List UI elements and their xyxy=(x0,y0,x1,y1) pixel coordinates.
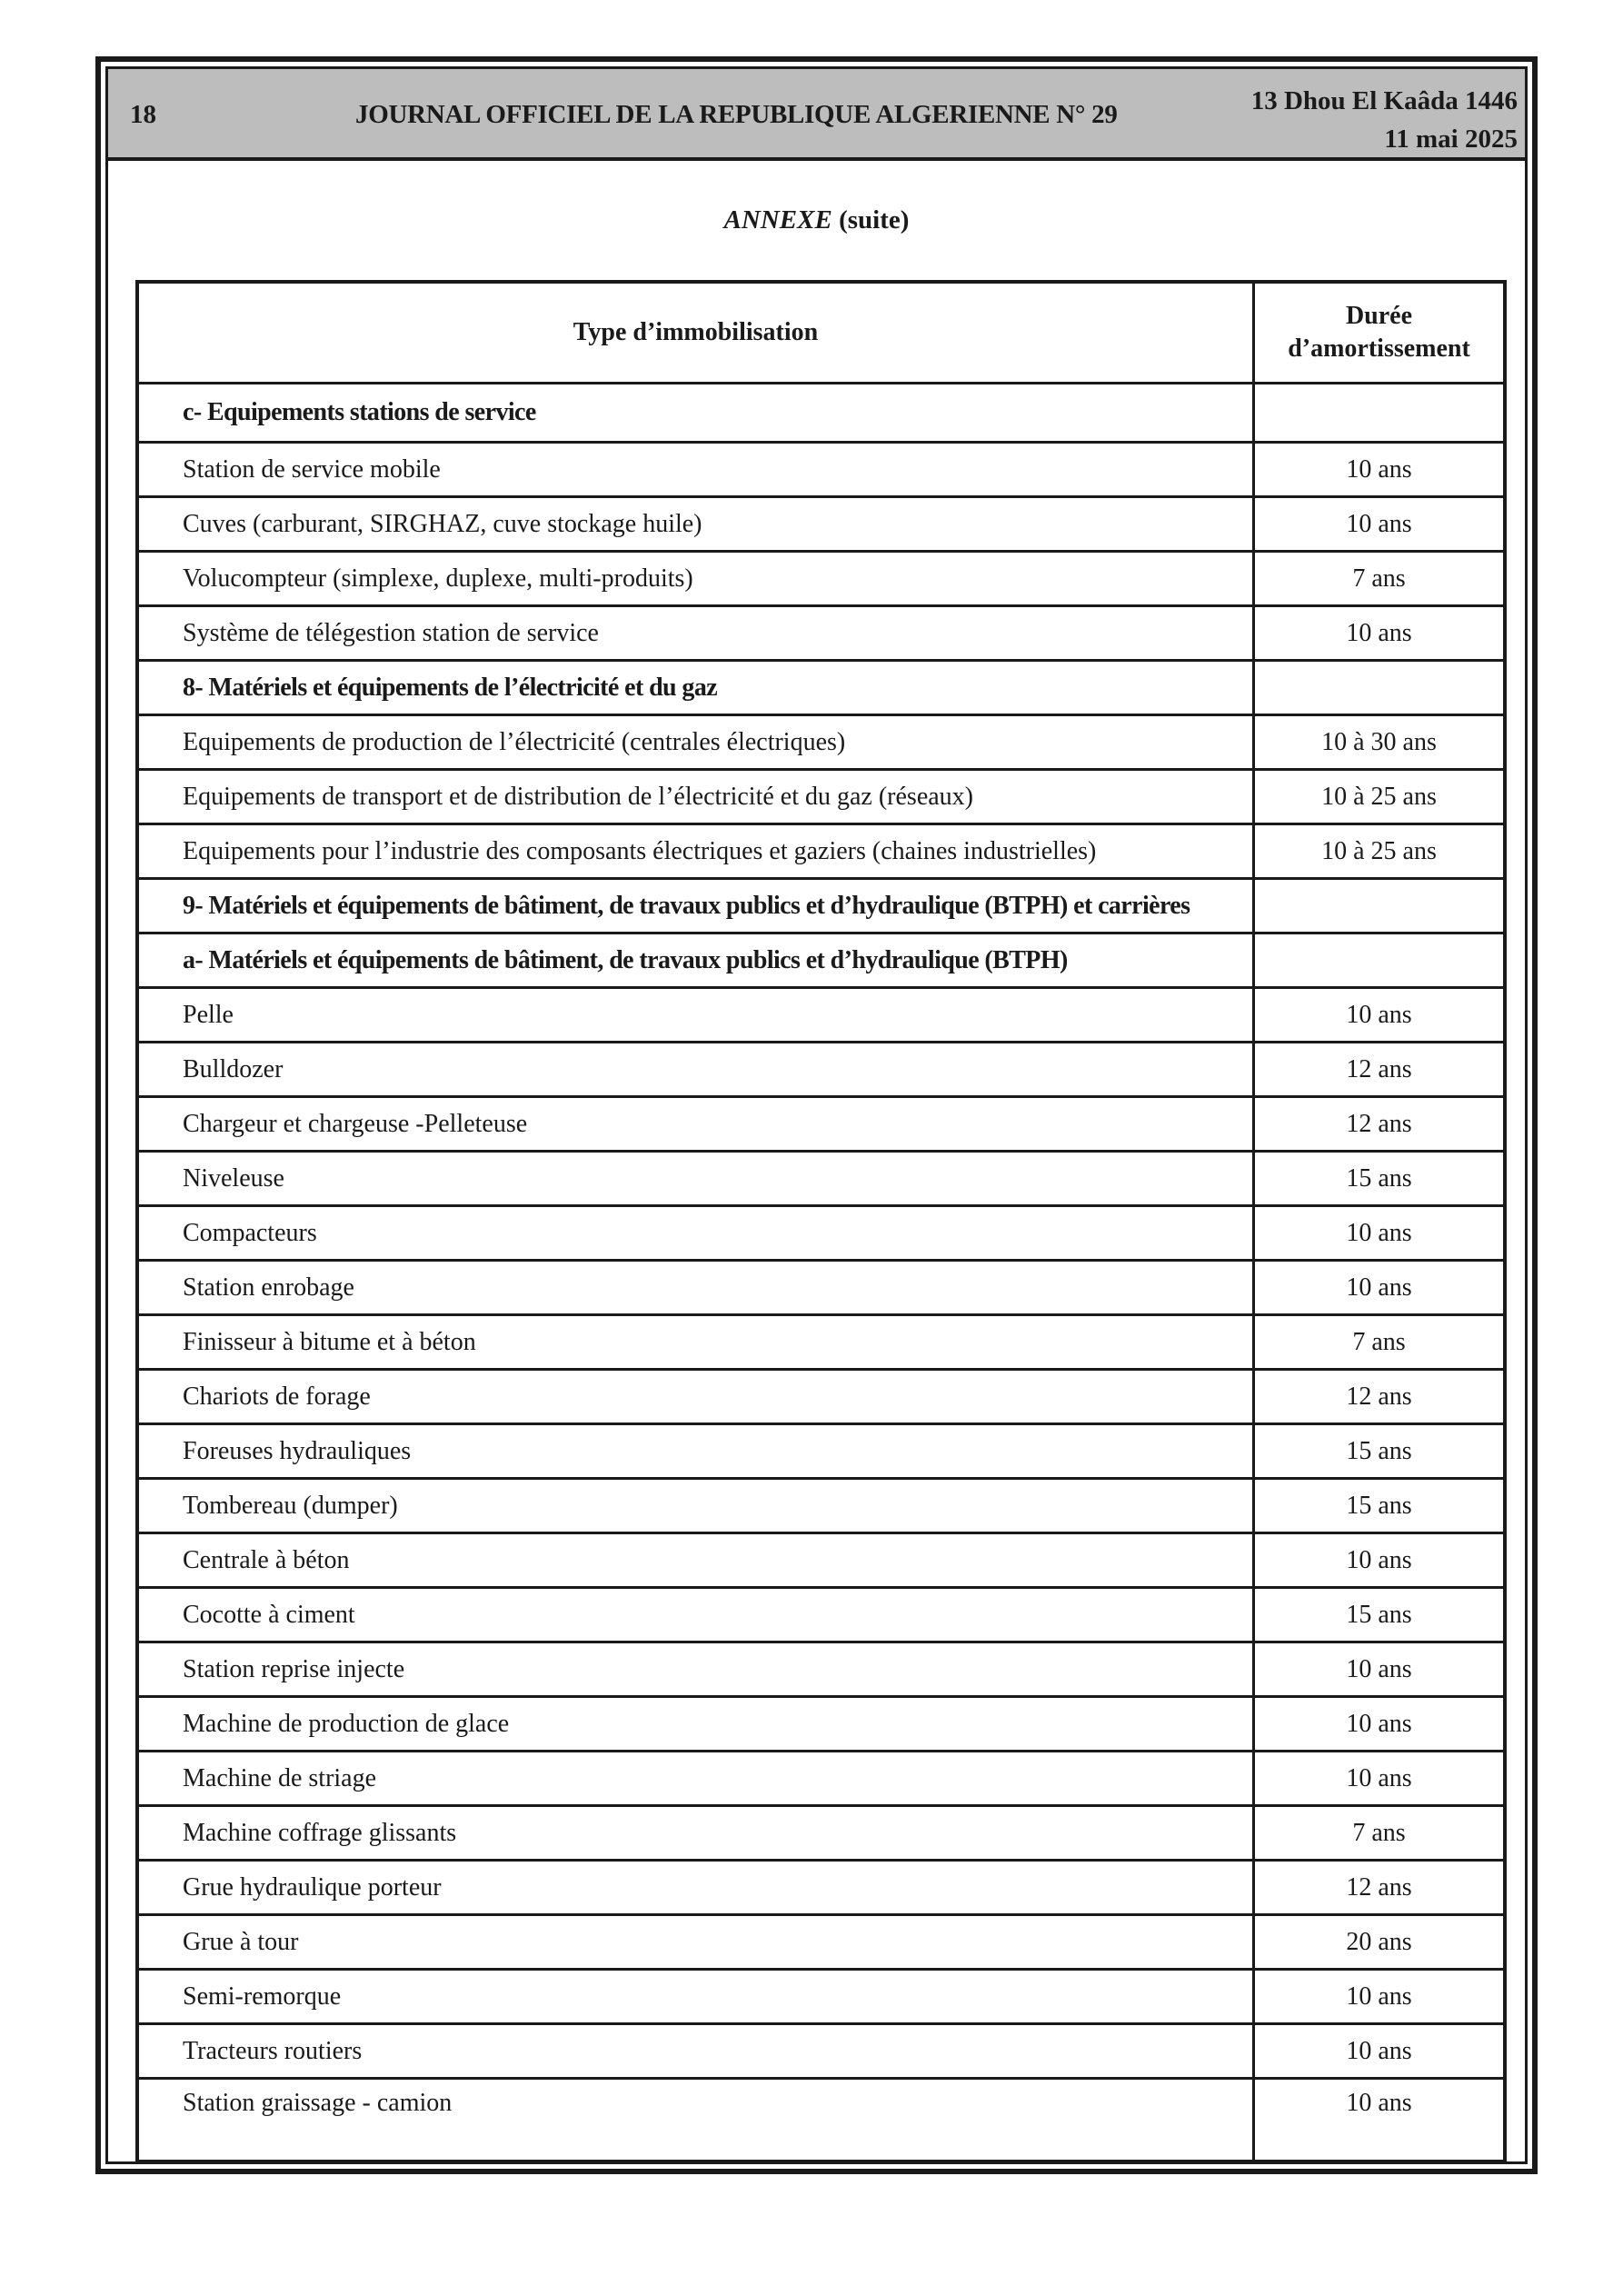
column-header-duration-label: Durée d’amortissement xyxy=(1288,302,1470,363)
depreciation-duration: 20 ans xyxy=(1254,1915,1506,1970)
depreciation-duration: 12 ans xyxy=(1254,1043,1506,1097)
table-row xyxy=(137,1479,1505,1533)
asset-type: Tracteurs routiers xyxy=(137,2024,1254,2079)
table-row xyxy=(137,497,1505,552)
journal-title: JOURNAL OFFICIEL DE LA REPUBLIQUE ALGERIENNE N° 29 xyxy=(355,100,1118,129)
depreciation-duration xyxy=(1254,661,1506,715)
depreciation-duration: 10 ans xyxy=(1254,1752,1506,1806)
depreciation-duration: 10 ans xyxy=(1254,2079,1506,2162)
annexe-title: ANNEXE xyxy=(723,205,832,235)
depreciation-duration: 10 ans xyxy=(1254,1697,1506,1752)
issue-date xyxy=(1251,82,1518,158)
depreciation-duration: 15 ans xyxy=(1254,1424,1506,1479)
asset-type: Equipements de transport et de distribution de l’électricité et du gaz (réseaux) xyxy=(137,770,1254,824)
table-row xyxy=(137,988,1505,1043)
depreciation-duration: 10 ans xyxy=(1254,1642,1506,1697)
section-row xyxy=(137,384,1505,443)
depreciation-duration xyxy=(1254,879,1506,933)
asset-type: Station de service mobile xyxy=(137,443,1254,497)
asset-type: Chargeur et chargeuse -Pelleteuse xyxy=(137,1097,1254,1152)
table-row xyxy=(137,552,1505,606)
column-header-type: Type d’immobilisation xyxy=(137,282,1254,384)
table-row xyxy=(137,1752,1505,1806)
asset-type: Finisseur à bitume et à béton xyxy=(137,1315,1254,1370)
depreciation-duration: 10 à 30 ans xyxy=(1254,715,1506,770)
table-row xyxy=(137,1642,1505,1697)
depreciation-duration: 15 ans xyxy=(1254,1479,1506,1533)
table-row xyxy=(137,443,1505,497)
section-row xyxy=(137,661,1505,715)
table-row xyxy=(137,1588,1505,1642)
depreciation-duration: 15 ans xyxy=(1254,1152,1506,1206)
asset-type: Machine de production de glace xyxy=(137,1697,1254,1752)
table-row xyxy=(137,1097,1505,1152)
depreciation-duration xyxy=(1254,384,1506,443)
asset-type: Grue à tour xyxy=(137,1915,1254,1970)
table-row xyxy=(137,1915,1505,1970)
table-body xyxy=(137,384,1505,2162)
asset-type: Foreuses hydrauliques xyxy=(137,1424,1254,1479)
depreciation-duration: 10 à 25 ans xyxy=(1254,770,1506,824)
page-number: 18 xyxy=(130,100,156,129)
section-title: 8- Matériels et équipements de l’électricité et du gaz xyxy=(137,661,1254,715)
gregorian-date: 11 mai 2025 xyxy=(1384,125,1518,154)
table-row xyxy=(137,1697,1505,1752)
depreciation-duration: 10 ans xyxy=(1254,1206,1506,1261)
annexe-heading xyxy=(108,205,1525,235)
asset-type: Bulldozer xyxy=(137,1043,1254,1097)
asset-type: Système de télégestion station de service xyxy=(137,606,1254,661)
depreciation-duration: 10 ans xyxy=(1254,1261,1506,1315)
depreciation-duration: 10 ans xyxy=(1254,1533,1506,1588)
depreciation-duration: 15 ans xyxy=(1254,1588,1506,1642)
asset-type: Machine de striage xyxy=(137,1752,1254,1806)
table-row xyxy=(137,1970,1505,2024)
depreciation-duration: 10 ans xyxy=(1254,497,1506,552)
section-row xyxy=(137,879,1505,933)
journal-header xyxy=(108,69,1525,161)
table-header-row xyxy=(137,282,1505,384)
table-row xyxy=(137,1315,1505,1370)
asset-type: Station enrobage xyxy=(137,1261,1254,1315)
table-row xyxy=(137,824,1505,879)
depreciation-duration: 7 ans xyxy=(1254,1806,1506,1861)
asset-type: Semi-remorque xyxy=(137,1970,1254,2024)
depreciation-duration: 10 ans xyxy=(1254,606,1506,661)
asset-type: Tombereau (dumper) xyxy=(137,1479,1254,1533)
column-header-duration xyxy=(1254,282,1506,384)
depreciation-duration: 10 ans xyxy=(1254,443,1506,497)
asset-type: Chariots de forage xyxy=(137,1370,1254,1424)
table-row xyxy=(137,606,1505,661)
asset-type: Volucompteur (simplexe, duplexe, multi-produits) xyxy=(137,552,1254,606)
section-title: c- Equipements stations de service xyxy=(137,384,1254,443)
asset-type: Centrale à béton xyxy=(137,1533,1254,1588)
asset-type: Compacteurs xyxy=(137,1206,1254,1261)
asset-type: Station reprise injecte xyxy=(137,1642,1254,1697)
table-row xyxy=(137,1370,1505,1424)
depreciation-duration: 12 ans xyxy=(1254,1097,1506,1152)
depreciation-duration: 7 ans xyxy=(1254,552,1506,606)
table-row xyxy=(137,1152,1505,1206)
table-row xyxy=(137,1043,1505,1097)
depreciation-duration: 12 ans xyxy=(1254,1861,1506,1915)
table-row xyxy=(137,1806,1505,1861)
page-inner-frame xyxy=(105,66,1528,2164)
asset-type: Niveleuse xyxy=(137,1152,1254,1206)
depreciation-duration: 10 ans xyxy=(1254,988,1506,1043)
asset-type: Grue hydraulique porteur xyxy=(137,1861,1254,1915)
table-row xyxy=(137,715,1505,770)
section-title: 9- Matériels et équipements de bâtiment, de travaux publics et d’hydraulique (BTPH) et carrières xyxy=(137,879,1254,933)
asset-type: Machine coffrage glissants xyxy=(137,1806,1254,1861)
depreciation-duration: 10 à 25 ans xyxy=(1254,824,1506,879)
section-title: a- Matériels et équipements de bâtiment, de travaux publics et d’hydraulique (BTPH) xyxy=(137,933,1254,988)
asset-type: Cocotte à ciment xyxy=(137,1588,1254,1642)
table-row xyxy=(137,1424,1505,1479)
depreciation-duration: 12 ans xyxy=(1254,1370,1506,1424)
depreciation-duration: 10 ans xyxy=(1254,1970,1506,2024)
depreciation-table xyxy=(135,280,1507,2163)
asset-type: Pelle xyxy=(137,988,1254,1043)
annexe-suffix: (suite) xyxy=(839,205,910,235)
page-frame xyxy=(95,56,1538,2174)
hijri-date: 13 Dhou El Kaâda 1446 xyxy=(1250,86,1518,115)
asset-type: Equipements de production de l’électricité (centrales électriques) xyxy=(137,715,1254,770)
asset-type: Station graissage - camion xyxy=(137,2079,1254,2162)
depreciation-duration: 10 ans xyxy=(1254,2024,1506,2079)
table-row xyxy=(137,1861,1505,1915)
depreciation-duration xyxy=(1254,933,1506,988)
table-row xyxy=(137,1206,1505,1261)
asset-type: Cuves (carburant, SIRGHAZ, cuve stockage huile) xyxy=(137,497,1254,552)
table-row xyxy=(137,1261,1505,1315)
table-row xyxy=(137,770,1505,824)
table-row xyxy=(137,2024,1505,2079)
table-row xyxy=(137,2079,1505,2162)
table-row xyxy=(137,1533,1505,1588)
section-row xyxy=(137,933,1505,988)
depreciation-duration: 7 ans xyxy=(1254,1315,1506,1370)
asset-type: Equipements pour l’industrie des composants électriques et gaziers (chaines industrielles) xyxy=(137,824,1254,879)
